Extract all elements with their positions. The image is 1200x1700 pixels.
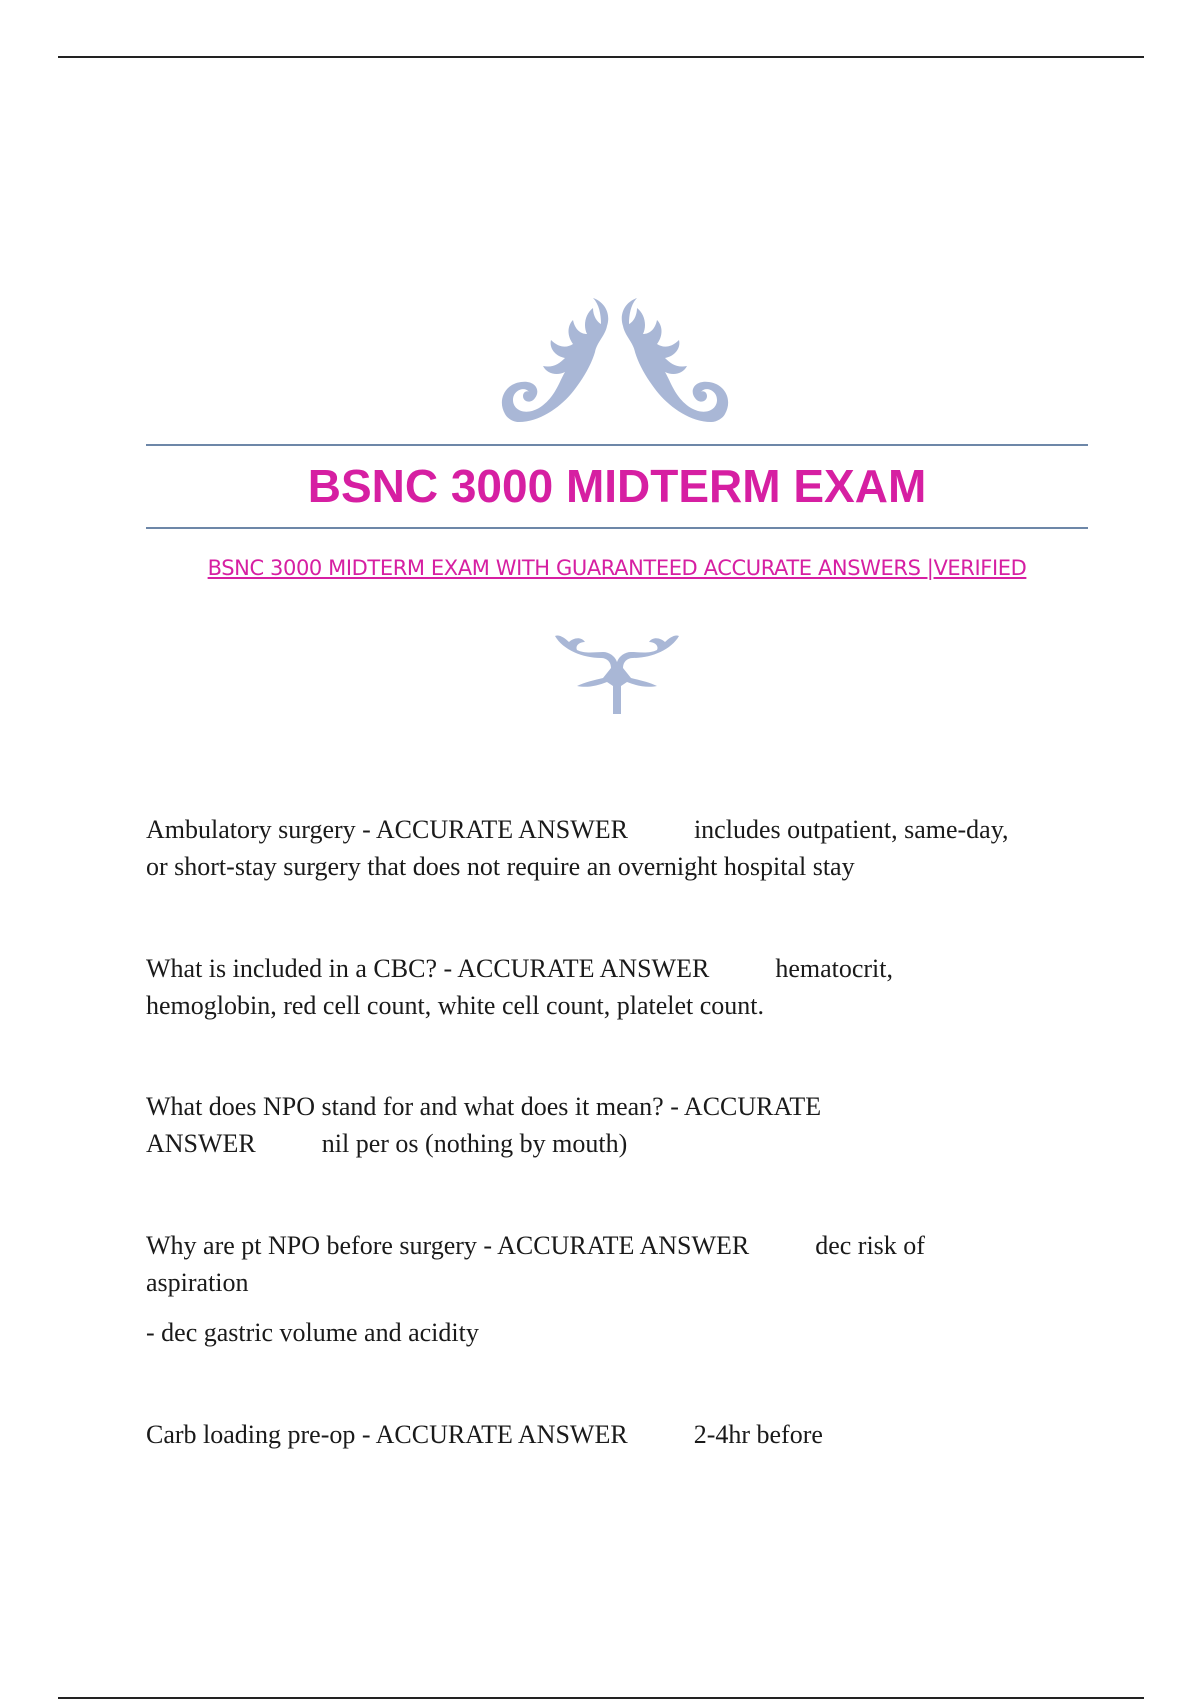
qa-question: What does NPO stand for and what does it mean? - ACCURATE — [146, 1092, 822, 1121]
footer-rule — [58, 1697, 1144, 1699]
qa-answer-bullet: - dec gastric volume and acidity — [146, 1318, 479, 1347]
qa-item — [146, 1227, 1086, 1351]
qa-item — [146, 1088, 1086, 1162]
title-rule-top — [146, 444, 1088, 446]
qa-question: Carb loading pre-op - ACCURATE ANSWER — [146, 1420, 628, 1449]
qa-line — [146, 1227, 1086, 1264]
floral-scroll-icon — [495, 296, 735, 426]
qa-question-continued: ANSWER — [146, 1129, 256, 1158]
fleur-divider-icon — [553, 628, 681, 714]
qa-item — [146, 811, 1086, 885]
qa-answer-continued: aspiration — [146, 1268, 249, 1297]
qa-answer-continued: hemoglobin, red cell count, white cell count, platelet count. — [146, 991, 765, 1020]
qa-item — [146, 950, 1086, 1024]
qa-answer: hematocrit, — [775, 954, 893, 983]
qa-answer: 2-4hr before — [693, 1420, 823, 1449]
qa-line — [146, 1416, 1086, 1453]
qa-answer: dec risk of — [815, 1231, 925, 1260]
header-rule — [58, 56, 1144, 58]
qa-question: What is included in a CBC? - ACCURATE ANSWER — [146, 954, 710, 983]
qa-answer: nil per os (nothing by mouth) — [321, 1129, 628, 1158]
document-title: BSNC 3000 MIDTERM EXAM — [307, 460, 927, 512]
qa-question: Ambulatory surgery - ACCURATE ANSWER — [146, 815, 628, 844]
qa-answer: includes outpatient, same-day, — [693, 815, 1009, 844]
qa-line — [146, 950, 1086, 987]
qa-line — [146, 811, 1086, 848]
qa-item — [146, 1416, 1086, 1453]
qa-question: Why are pt NPO before surgery - ACCURATE ANSWER — [146, 1231, 750, 1260]
title-rule-bottom — [146, 527, 1088, 529]
qa-line — [146, 1125, 1086, 1162]
document-subtitle: BSNC 3000 MIDTERM EXAM WITH GUARANTEED ACCURATE ANSWERS |VERIFIED — [207, 556, 1027, 580]
qa-answer-continued: or short-stay surgery that does not require an overnight hospital stay — [146, 852, 855, 881]
